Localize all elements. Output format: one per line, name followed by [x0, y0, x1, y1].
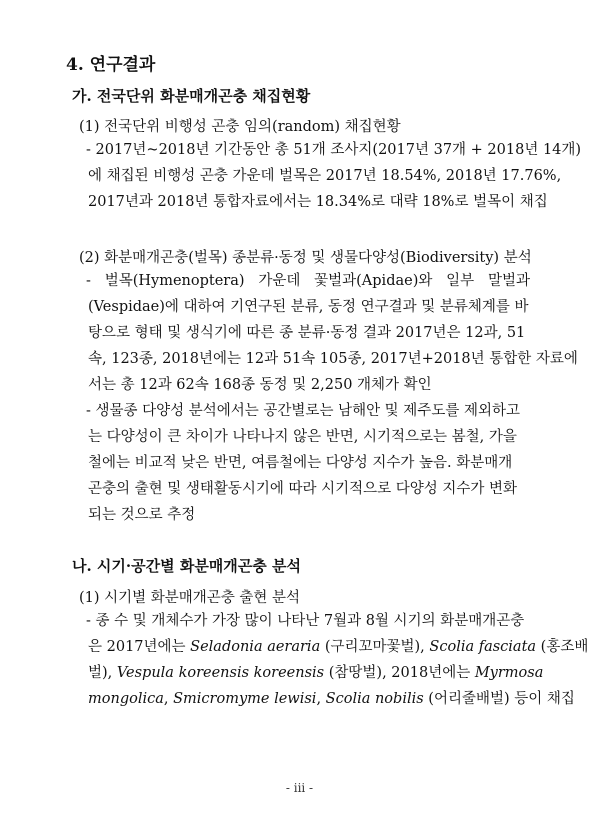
text-line: 속, 123종, 2018년에는 12과 51속 105종, 2017년+2018년 통합한 자료에 [88, 351, 578, 367]
species-name: Scolia fasciata [429, 639, 537, 655]
item-a1-paragraph [86, 137, 582, 215]
text-line: (Vespidae)에 대하여 기연구된 분류, 동정 연구결과 및 분류체계를 바 [88, 299, 529, 315]
section-title: 4. 연구결과 [66, 55, 156, 75]
text-line: 서는 총 12과 62속 168종 동정 및 2,250 개체가 확인 [88, 377, 432, 393]
text-run: (참땅벌), 2018년에는 [324, 665, 475, 681]
item-b1-paragraph [86, 608, 589, 712]
text-line: 철에는 비교적 낮은 반면, 여름철에는 다양성 지수가 높음. 화분매개 [88, 455, 513, 471]
species-name: Smicromyme lewisi [173, 691, 317, 707]
species-name: Myrmosa [474, 665, 544, 681]
text-run: , [163, 691, 174, 707]
page-number: - iii - [285, 781, 314, 795]
subsection-b-title: 나. 시기·공간별 화분매개곤충 분석 [72, 557, 301, 575]
text-line [86, 634, 589, 660]
text-run: 은 2017년에는 [88, 639, 191, 655]
text-run: (홍조배 [536, 639, 589, 655]
text-line: 곤충의 출현 및 생태활동시기에 따라 시기적으로 다양성 지수가 변화 [88, 481, 518, 497]
text-line: - 2017년~2018년 기간동안 총 51개 조사지(2017년 37개 + 2018년 14개) [86, 142, 582, 158]
text-line: 에 채집된 비행성 곤충 가운데 벌목은 2017년 18.54%, 2018년 17.76%, [88, 168, 562, 184]
species-name: mongolica [88, 691, 164, 707]
subsection-a-title: 가. 전국단위 화분매개곤충 채집현황 [72, 87, 311, 105]
text-run: (구리꼬마꽃벌), [320, 639, 430, 655]
text-line: 탕으로 형태 및 생식기에 따른 종 분류·동정 결과 2017년은 12과, 51 [88, 325, 526, 341]
item-a1-title: (1) 전국단위 비행성 곤충 임의(random) 채집현황 [79, 119, 401, 135]
species-name: Seladonia aeraria [190, 639, 321, 655]
text-run: 벌), [88, 665, 117, 681]
text-line: 는 다양성이 큰 차이가 나타나지 않은 반면, 시기적으로는 봄철, 가을 [88, 429, 517, 445]
item-a2-bullet2 [86, 398, 530, 528]
text-line: 2017년과 2018년 통합자료에서는 18.34%로 대략 18%로 벌목이 채집 [88, 194, 548, 210]
item-b1-title: (1) 시기별 화분매개곤충 출현 분석 [79, 590, 301, 606]
text-line: 되는 것으로 추정 [88, 507, 196, 523]
text-line [86, 686, 575, 712]
text-run: (어리줄배벌) 등이 채집 [423, 691, 575, 707]
item-a2-bullet1 [86, 268, 578, 398]
item-a2-title: (2) 화분매개곤충(벌목) 종분류·동정 및 생물다양성(Biodiversity) 분석 [79, 250, 532, 266]
species-name: Vespula koreensis koreensis [116, 665, 325, 681]
text-line [86, 660, 544, 686]
text-run: , [316, 691, 326, 707]
text-line: - 생물종 다양성 분석에서는 공간별로는 남해안 및 제주도를 제외하고 [86, 403, 520, 419]
text-line: - 벌목(Hymenoptera) 가운데 꽃벌과(Apidae)와 일부 말벌과 [86, 273, 530, 289]
text-line: - 종 수 및 개체수가 가장 많이 나타난 7월과 8월 시기의 화분매개곤충 [86, 613, 525, 629]
species-name: Scolia nobilis [325, 691, 424, 707]
